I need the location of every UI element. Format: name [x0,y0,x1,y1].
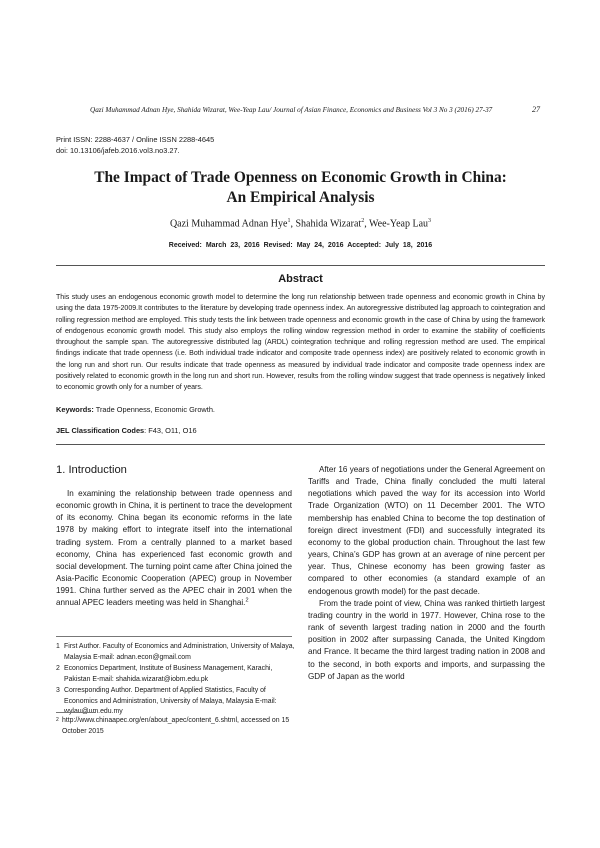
author-footnotes [56,642,296,718]
author-mark: 2 [361,218,365,224]
footnote-number: 1 [56,643,60,650]
left-column [56,488,292,610]
footnote-divider [56,636,292,637]
running-head [80,105,540,119]
doi-line: doi: 10.13106/jafeb.2016.vol3.no3.27. [56,145,180,155]
section-heading-introduction: 1. Introduction [56,464,127,476]
footnote-number: 2 [56,717,59,723]
issn-line: Print ISSN: 2288-4637 / Online ISSN 2288-4645 [56,135,215,144]
keywords-value: Trade Openness, Economic Growth. [95,405,215,414]
jel-label: JEL Classification Codes [56,426,145,435]
right-column [308,464,545,683]
top-divider [56,265,545,266]
footnote-divider-short [56,712,96,713]
author-mark: 1 [287,218,291,224]
intro-paragraph: From the trade point of view, China was ranked thirtieth largest trading country in the world in 1977. However, China rose to the rank of seventh largest trading nation in 2000 and the fourth position in 2002 after surpassing Canada, the United Kingdom and France. It became the third largest trading nation in 2008 and to the second, in both exports and imports, and surpassing the GDP of Japan as the world [308,598,545,681]
footnote-mark: 2 [245,597,249,604]
running-head-text: Qazi Muhammad Adnan Hye, Shahida Wizarat, Wee-Yeap Lau/ Journal of Asian Finance, Economics and Business Vol 3 No 3 (2016) 27-37 [90,106,493,114]
author-separator: , [364,218,370,230]
article-title [56,168,545,208]
submission-dates: Received: March 23, 2016 Revised: May 24, 2016 Accepted: July 18, 2016 [168,242,433,249]
footnote-number: 3 [56,686,60,694]
title-line-2: An Empirical Analysis [226,189,375,206]
author-name: Shahida Wizarat [295,218,362,230]
footnote-item [56,686,296,719]
footnote-item [56,664,296,686]
jel-line [56,426,197,435]
footnote-url-text: http://www.chinaapec.org/en/about_apec/content_6.shtml, accessed on 15 October 2015 [62,717,290,735]
author-mark: 3 [428,218,432,224]
footnote-number: 2 [56,664,60,672]
abstract-body: This study uses an endogenous economic growth model to determine the long run relationship between trade openness and economic growth in China by using the data 1975-2009.It contributes to the literature by developing trade openness index. An autoregressive distributed lag approach to cointegration and rolling regression method are employed. This study tests the link between trade openness and economic growth in the case of China by using the framework of endogenous economic growth model. This study also employs the rolling window regression method in order to examine the stability of coefficients throughout the sample span. The autoregressive distributed lag (ARDL) cointegration technique and rolling regression method are used. The empirical findings indicate that trade openness (i.e. Both individual trade indicator and composite trade openness index) are positively related to economic growth in the long run and short run. Our results indicate that trade openness as measured by individual trade indicator and composite trade openness index are positively related to economic growth in the long run and short run. However, results from the rolling window suggest that trade openness is negatively linked to economic growth only for a number of years. [56,294,545,392]
keywords-label: Keywords: [56,405,94,414]
intro-paragraph [56,488,292,610]
footnote-text: Corresponding Author. Department of Applied Statistics, Faculty of Economics and Administration, University of Malaya, Malaysia E-mail: wylau@um.edu.my [64,686,277,716]
intro-paragraph: After 16 years of negotiations under the General Agreement on Tariffs and Trade, China finally concluded the multi lateral negotiations which paved the way for its accession into World Trade Organization (WTO) on 11 December 2001. The WTO membership has enabled China to become the top destination of foreign direct investment (FDI) and successfully integrated its economy to the global production chain. Throughout the last few years, China’s GDP has grown at an average of nine percent per year. Thus, Chinese economy has been growing faster as compared to other economies (a standard example of an endogenous growth model) for the past decade. [308,465,545,596]
abstract-heading: Abstract [278,273,323,285]
author-separator: , [290,218,296,230]
footnote-text: Economics Department, Institute of Business Management, Karachi, Pakistan E-mail: shahida.wizarat@iobm.edu.pk [64,664,273,683]
page-number: 27 [532,105,540,114]
author-name: Qazi Muhammad Adnan Hye [169,218,288,230]
footnote-item [56,642,296,664]
bottom-divider [56,444,545,445]
keywords-line [56,405,215,414]
author-list [56,218,545,229]
intro-paragraph-text: In examining the relationship between trade openness and economic growth in China, it is pertinent to trace the development of its economy. China began its economic reforms in the late 1978 by making effort to integrate itself into the international trading system. From a centrally planned to a market based economy, China has experienced fast economic growth and social development. The turning point came after China joined the Asia-Pacific Economic Cooperation (APEC) group in November 1991. China further served as the APEC chair in 2001 when the annual APEC leaders meeting was held in Shanghai. [56,489,292,608]
jel-value: : F43, O11, O16 [144,426,197,435]
url-footnote [56,716,296,738]
footnote-text: First Author. Faculty of Economics and Administration, University of Malaya, Malaysia E-mail: adnan.econ@gmail.com [64,643,295,661]
publication-info [56,135,214,156]
author-name: Wee-Yeap Lau [369,218,429,230]
title-line-1: The Impact of Trade Openness on Economic Growth in China: [94,169,507,186]
